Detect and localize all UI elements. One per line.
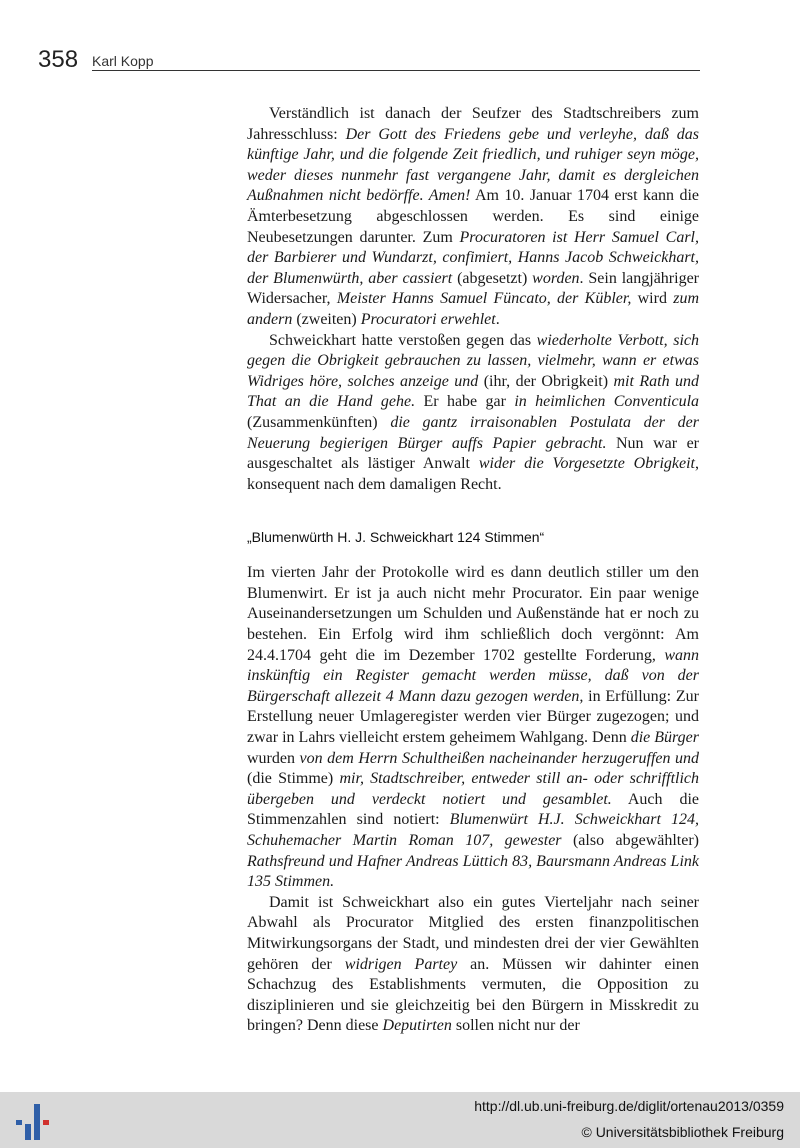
- italic-quote: wann inskünftig ein Register gemacht werden müsse, daß von der Bürgerschaft allezeit 4 Mann dazu gezogen werden,: [247, 646, 699, 705]
- text-run: wurden: [247, 749, 300, 767]
- italic-quote: wider die Vorgesetzte Obrigkeit: [478, 455, 695, 473]
- text-run: Nun war er ausgeschaltet als lästiger Anwalt: [247, 434, 700, 473]
- italic-quote: worden: [532, 269, 580, 287]
- italic-quote: mit Rath und That an die Hand gehe.: [247, 372, 699, 411]
- text-run: , konsequent nach dem damaligen Recht.: [247, 455, 699, 493]
- text-run: Damit ist Schweickhart also ein gutes Vierteljahr nach seiner Abwahl als Procurator Mitglied des ersten finanzpolitischen Mitwirkungsorgans der Stadt, und mindesten drei der vier Gewählten gehören der: [247, 893, 699, 973]
- text-run: in Erfüllung: Zur Erstellung neuer Umlageregister werden vier Bürger zugezogen; und zwar in Lahrs vielleicht erstem geheimem Wahlgang. Denn: [247, 687, 699, 747]
- italic-quote: Deputirten: [382, 1017, 452, 1035]
- italic-quote: Rathsfreund und Hafner Andreas Lüttich 83, Baursmann Andreas Link 135 Stimmen.: [247, 852, 699, 891]
- paragraph: [247, 563, 699, 893]
- italic-quote: zum andern: [247, 290, 699, 328]
- source-url-link[interactable]: http://dl.ub.uni-freiburg.de/diglit/ortenau2013/0359: [474, 1098, 784, 1114]
- text-run: (zweiten): [292, 310, 361, 328]
- text-run: sollen nicht nur der: [451, 1017, 580, 1035]
- footer-bar: [0, 1092, 800, 1148]
- italic-quote: von dem Herrn Schultheißen nacheinander herzugeruffen und: [299, 749, 700, 767]
- italic-quote: Der Gott des Friedens gebe und verleyhe, daß das künftige Jahr, und die folgende Zeit friedlich, und ruhiger seyn möge, weder dieses nunmehr fast vergangene Jahr, damit es dergleichen Außnahmen nicht bedörffe. Amen!: [247, 125, 700, 205]
- paragraph: [247, 893, 699, 1037]
- text-run: Im vierten Jahr der Protokolle wird es dann deutlich stiller um den Blumenwirt. Er ist ja auch nicht mehr Procurator. Ein paar wenige Auseinandersetzungen um Schulden und Außenstände hat er noch zu bestehen. Ein Erfolg wird ihm schließlich doch vergönnt: Am 24.4.1704 geht die im Dezember 1702 gestellte Forderung,: [247, 564, 699, 664]
- section-heading: „Blumenwürth H. J. Schweickhart 124 Stimmen“: [247, 529, 545, 546]
- text-run: wird: [631, 290, 674, 308]
- text-run: (Zusammenkünften): [247, 413, 391, 431]
- paragraph: [247, 104, 699, 331]
- italic-quote: in heimlichen Conventicula: [514, 393, 700, 411]
- text-run: Verständlich ist danach der Seufzer des Stadtschreibers zum Jahresschluss:: [247, 105, 699, 143]
- page-header: [38, 48, 700, 72]
- paragraph: [247, 331, 699, 496]
- italic-quote: widrigen Partey: [344, 955, 458, 973]
- text-run: (ihr, der Obrigkeit): [478, 372, 614, 390]
- italic-quote: die Bürger: [630, 729, 699, 747]
- italic-quote: mir, Stadtschreiber, entweder still an- oder schrifftlich übergeben und verdeckt notiert und gesamblet.: [247, 770, 700, 808]
- italic-quote: Meister Hanns Samuel Füncato, der Kübler,: [336, 290, 632, 308]
- text-run: Er habe gar: [415, 393, 515, 411]
- text-run: (die Stimme): [247, 770, 340, 788]
- italic-quote: Blumenwürt H.J. Schweickhart 124, Schuhemacher Martin Roman 107, gewester: [247, 811, 699, 849]
- ub-freiburg-logo-icon: [14, 1100, 54, 1144]
- text-run: (also abgewählter): [561, 832, 700, 849]
- text-run: .: [495, 310, 500, 328]
- text-run: Am 10. Januar 1704 erst kann die Ämterbesetzung abgeschlossen werden. Es sind einige Neubesetzungen darunter. Zum: [247, 187, 700, 246]
- copyright-notice: © Universitätsbibliothek Freiburg: [581, 1124, 784, 1140]
- text-run: . Sein langjähriger Widersacher,: [247, 269, 700, 308]
- italic-quote: Procuratori erwehlet: [360, 310, 496, 328]
- body-text: [247, 104, 699, 1037]
- header-rule: [92, 70, 700, 71]
- italic-quote: wiederholte Verbott, sich gegen die Obrigkeit gebrauchen zu lassen, vielmehr, wann er etwas Widriges höre, solches anzeige und: [247, 331, 699, 390]
- text-run: Auch die Stimmenzahlen sind notiert:: [247, 790, 700, 829]
- page-number: 358: [38, 46, 79, 73]
- text-run: an. Müssen wir dahinter einen Schachzug des Establishments vermuten, die Opposition zu disziplinieren und sie gleichzeitig bei den Bürgern in Misskredit zu bringen? Denn diese: [247, 955, 700, 1035]
- running-head: Karl Kopp: [92, 53, 154, 69]
- text-run: Schweickhart hatte verstoßen gegen das: [269, 331, 537, 349]
- text-run: (abgesetzt): [452, 269, 533, 287]
- italic-quote: die gantz irraisonablen Postulata der der Neuerung begierigen Bürger auffs Papier gebracht.: [247, 413, 700, 452]
- italic-quote: Procuratoren ist Herr Samuel Carl, der Barbierer und Wundarzt, confimiert, Hanns Jacob Schweickhart, der Blumenwürth, aber cassiert: [247, 228, 699, 287]
